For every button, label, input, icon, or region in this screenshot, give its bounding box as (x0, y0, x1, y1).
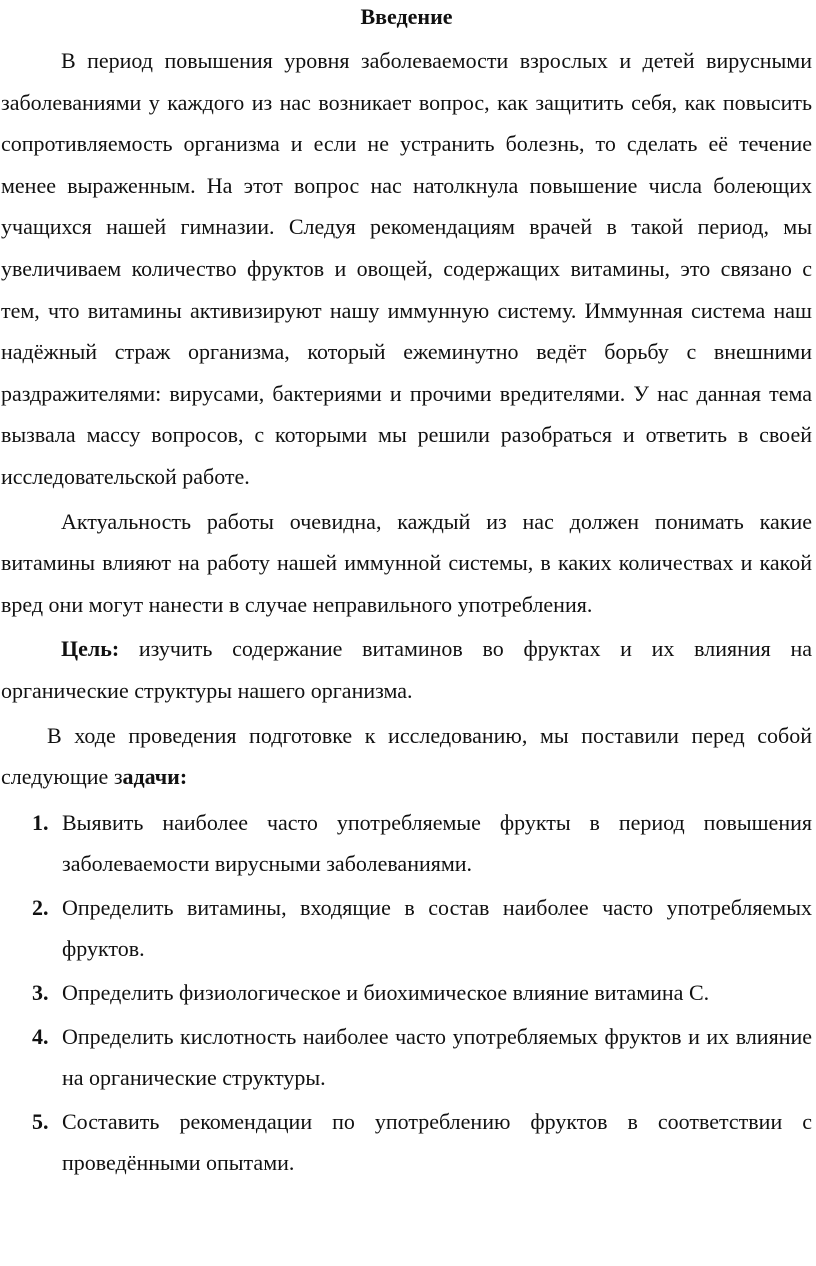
task-text: Определить кислотность наиболее часто употребляемых фруктов и их влияние на органические структуры. (62, 1023, 812, 1091)
task-number: 5. (32, 1108, 49, 1134)
tasks-intro-text: В ходе проведения подготовке к исследованию, мы поставили перед собой следующие з (1, 722, 812, 790)
task-item (1, 1101, 812, 1184)
goal-paragraph (1, 628, 812, 711)
task-text: Составить рекомендации по употреблению фруктов в соответствии с проведёнными опытами. (62, 1108, 812, 1176)
tasks-intro-paragraph (1, 715, 812, 798)
task-item (1, 887, 812, 970)
goal-text: изучить содержание витаминов во фруктах и их влияния на органические структуры нашего организма. (1, 636, 812, 703)
task-number: 2. (32, 894, 49, 920)
tasks-list (1, 802, 812, 1184)
task-text: Выявить наиболее часто употребляемые фрукты в период повышения заболеваемости вирусными заболеваниями. (62, 809, 812, 877)
task-text: Определить физиологическое и биохимическое влияние витамина С. (62, 980, 710, 1006)
task-item (1, 972, 812, 1014)
task-number: 3. (32, 980, 49, 1006)
intro-paragraph: В период повышения уровня заболеваемости взрослых и детей вирусными заболеваниями у каждого из нас возникает вопрос, как защитить себя, как повысить сопротивляемость организма и если не устранить болезнь, то сделать её течение менее выраженным. На этот вопрос нас натолкнула повышение числа болеющих учащихся нашей гимназии. Следуя рекомендациям врачей в такой период, мы увеличиваем количество фруктов и овощей, содержащих витамины, это связано с тем, что витамины активизируют нашу иммунную систему. Иммунная система наш надёжный страж организма, который ежеминутно ведёт борьбу с внешними раздражителями: вирусами, бактериями и прочими вредителями. У нас данная тема вызвала массу вопросов, с которыми мы решили разобраться и ответить в своей исследовательской работе. (1, 48, 812, 489)
task-item (1, 802, 812, 885)
relevance-paragraph: Актуальность работы очевидна, каждый из нас должен понимать какие витамины влияют на работу нашей иммунной системы, в каких количествах и какой вред они могут нанести в случае неправильного употребления. (1, 508, 812, 617)
task-item (1, 1016, 812, 1099)
tasks-intro-bold: адачи: (122, 764, 188, 790)
task-number: 1. (32, 809, 49, 835)
goal-label: Цель: (61, 636, 120, 662)
task-number: 4. (32, 1023, 49, 1049)
page-title: Введение (360, 4, 453, 29)
task-text: Определить витамины, входящие в состав наиболее часто употребляемых фруктов. (62, 894, 812, 962)
